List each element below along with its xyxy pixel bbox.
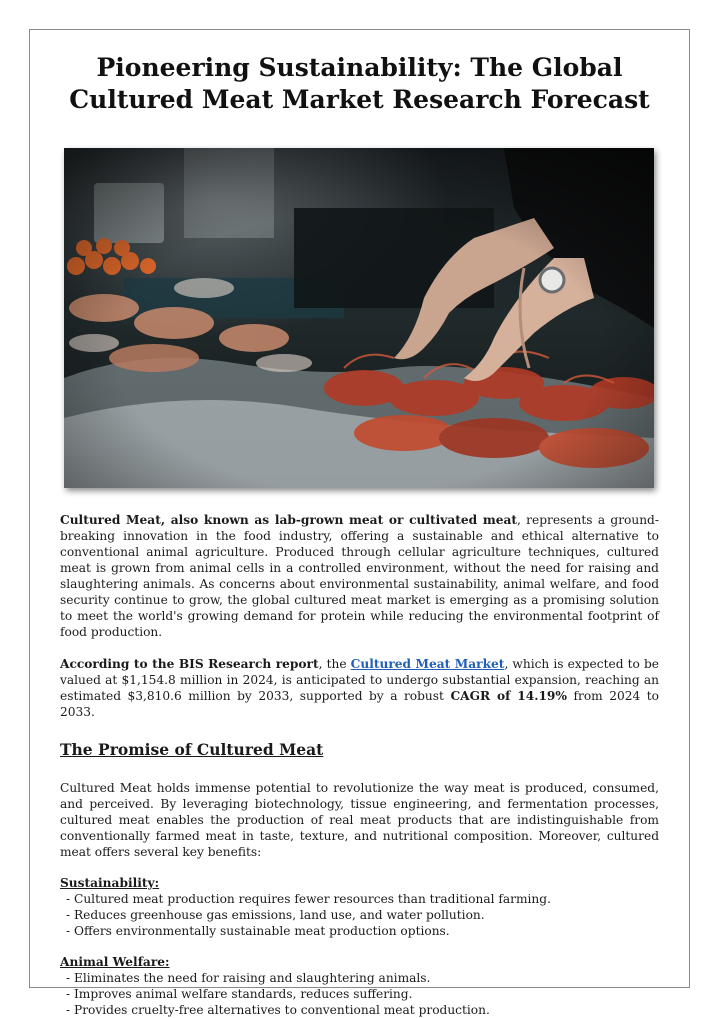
report-lead: According to the BIS Research report	[60, 657, 319, 671]
sustainability-label: Sustainability	[60, 876, 155, 890]
sustainability-colon: :	[154, 876, 160, 890]
promise-paragraph: Cultured Meat holds immense potential to revolutionize the way meat is produced, consumed, and perceived. By leveraging biotechnology, tissue engineering, and fermentation processes, cultured meat enables the production of real meat products that are indistinguishable from conventionally farmed meat in taste, texture, and nutritional composition. Moreover, cultured meat offers several key benefits:	[60, 781, 659, 859]
animal-welfare-list	[60, 970, 659, 1018]
intro-lead: Cultured Meat, also known as lab-grown meat or cultivated meat	[60, 513, 517, 527]
report-text-1: , the	[318, 657, 351, 671]
page-title: Pioneering Sustainability: The Global Cultured Meat Market Research Forecast	[69, 53, 650, 114]
sustainability-heading	[60, 875, 659, 891]
report-paragraph	[60, 656, 659, 720]
intro-paragraph	[60, 512, 659, 640]
report-text-2: , which is expected to be valued at $1,154.8 million in 2024, is anticipated to undergo substantial expansion, reaching an estimated $3,810.6 million by 2033, supported by a robust	[60, 657, 659, 703]
promise-heading: The Promise of Cultured Meat	[60, 740, 324, 759]
report-text-3: from 2024 to 2033.	[60, 689, 659, 719]
list-item: - Cultured meat production requires fewer resources than traditional farming.	[66, 892, 551, 906]
list-item: - Eliminates the need for raising and slaughtering animals.	[66, 971, 431, 985]
list-item: - Offers environmentally sustainable meat production options.	[66, 924, 450, 938]
cagr-value: CAGR of 14.19%	[450, 689, 567, 703]
animal-welfare-label: Animal Welfare	[60, 955, 166, 969]
cultured-meat-market-link[interactable]: Cultured Meat Market	[350, 657, 505, 671]
article-body	[60, 512, 659, 1018]
animal-welfare-colon: :	[165, 955, 170, 969]
list-item: - Provides cruelty-free alternatives to conventional meat production.	[66, 1003, 490, 1017]
hero-image	[64, 148, 654, 488]
list-item: - Reduces greenhouse gas emissions, land use, and water pollution.	[66, 908, 485, 922]
list-item: - Improves animal welfare standards, reduces suffering.	[66, 987, 413, 1001]
animal-welfare-heading	[60, 954, 659, 970]
sustainability-list	[60, 891, 659, 939]
intro-text: , represents a ground-breaking innovation in the food industry, offering a sustainable and ethical alternative to conventional animal agriculture. Produced through cellular agriculture techniques, cultured meat is grown from animal cells in a controlled environment, without the need for raising and slaughtering animals. As concerns about environmental sustainability, animal welfare, and food security continue to grow, the global cultured meat market is emerging as a promising solution to meet the world's growing demand for protein while reducing the environmental footprint of food production.	[60, 513, 659, 639]
